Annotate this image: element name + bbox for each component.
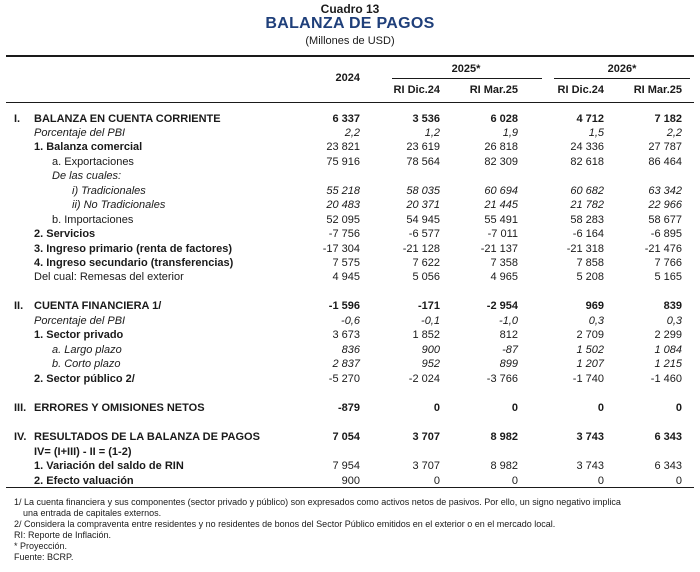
row-value-col-1: 52 095 [326, 214, 360, 226]
page-title: BALANZA DE PAGOS [265, 15, 435, 32]
row-value-col-2: 20 371 [406, 199, 440, 211]
row-value-col-4: 3 743 [576, 460, 604, 472]
table-row [0, 256, 700, 270]
row-value-col-2: 0 [433, 475, 440, 487]
table-row [0, 474, 700, 488]
row-value-col-3: 82 309 [484, 156, 518, 168]
row-value-col-3: -3 766 [486, 373, 518, 385]
row-value-col-4: 2 709 [576, 329, 604, 341]
row-value-col-1: 2 837 [332, 358, 360, 370]
row-value-col-3: -2 954 [486, 300, 518, 312]
row-value-col-3: -1,0 [499, 315, 518, 327]
column-ri-dic24-2025: RI Dic.24 [393, 84, 440, 96]
row-value-col-5: 839 [663, 300, 682, 312]
row-value-col-3: 21 445 [484, 199, 518, 211]
column-ri-mar25-2025: RI Mar.25 [469, 84, 518, 96]
row-value-col-2: 1 852 [412, 329, 440, 341]
row-label: 2. Servicios [34, 228, 96, 240]
row-value-col-4: 0,3 [588, 315, 604, 327]
row-label: CUENTA FINANCIERA 1/ [34, 300, 162, 312]
table-row [0, 140, 700, 154]
row-label: BALANZA EN CUENTA CORRIENTE [34, 113, 221, 125]
row-value-col-2: -6 577 [408, 228, 440, 240]
table-row [0, 270, 700, 284]
row-value-col-5: 6 343 [654, 431, 682, 443]
row-label: Porcentaje del PBI [34, 127, 126, 139]
row-value-col-3: 26 818 [484, 141, 518, 153]
row-value-col-2: 952 [421, 358, 440, 370]
row-value-col-2: -21 128 [402, 243, 440, 255]
row-value-col-5: -6 895 [650, 228, 682, 240]
table-row [0, 314, 700, 328]
group-2025: 2025* [451, 63, 481, 75]
row-value-col-1: 23 821 [326, 141, 360, 153]
header-rule [6, 102, 694, 103]
row-value-col-1: -5 270 [328, 373, 360, 385]
row-value-col-5: 86 464 [648, 156, 682, 168]
row-value-col-5: -21 476 [644, 243, 682, 255]
footnote-source: Fuente: BCRP. [14, 552, 74, 562]
row-value-col-1: -7 756 [328, 228, 360, 240]
row-label: ii) No Tradicionales [72, 199, 166, 211]
row-section-number: I. [14, 113, 21, 125]
top-rule [6, 55, 694, 57]
row-label: 1. Variación del saldo de RIN [34, 460, 184, 472]
row-value-col-3: 7 358 [490, 257, 518, 269]
row-value-col-5: 58 677 [648, 214, 682, 226]
row-label: De las cuales: [52, 170, 122, 182]
row-value-col-3: 1,9 [502, 127, 518, 139]
row-value-col-4: 1,5 [588, 127, 604, 139]
row-value-col-2: 3 536 [412, 113, 440, 125]
row-label: Porcentaje del PBI [34, 315, 126, 327]
row-value-col-4: -1 740 [572, 373, 604, 385]
row-value-col-1: 20 483 [326, 199, 360, 211]
table-row [0, 430, 700, 444]
row-value-col-4: 7 858 [576, 257, 604, 269]
row-value-col-2: 3 707 [412, 431, 440, 443]
row-value-col-5: 0,3 [666, 315, 682, 327]
row-value-col-1: -1 596 [328, 300, 360, 312]
row-value-col-2: -171 [417, 300, 440, 312]
row-value-col-5: 27 787 [648, 141, 682, 153]
row-section-number: III. [14, 402, 27, 414]
table-row [0, 155, 700, 169]
footnote-1-cont: una entrada de capitales externos. [23, 508, 162, 518]
row-value-col-5: 1 084 [654, 344, 682, 356]
row-value-col-1: 836 [341, 344, 360, 356]
row-value-col-1: 900 [341, 475, 360, 487]
row-value-col-2: -0,1 [421, 315, 440, 327]
row-value-col-5: 63 342 [648, 185, 682, 197]
table-row [0, 299, 700, 313]
row-value-col-4: 58 283 [570, 214, 604, 226]
row-value-col-3: 8 982 [490, 460, 518, 472]
group-2026-rule [554, 78, 690, 79]
row-label: i) Tradicionales [72, 185, 146, 197]
row-value-col-4: 0 [597, 475, 604, 487]
row-value-col-3: 0 [511, 402, 518, 414]
row-value-col-4: 4 712 [576, 113, 604, 125]
row-value-col-3: 55 491 [484, 214, 518, 226]
row-value-col-2: 58 035 [406, 185, 440, 197]
row-value-col-5: 7 766 [654, 257, 682, 269]
row-label: ERRORES Y OMISIONES NETOS [34, 402, 205, 414]
table-row [0, 169, 700, 183]
row-label: RESULTADOS DE LA BALANZA DE PAGOS [34, 431, 260, 443]
table-row [0, 213, 700, 227]
row-value-col-3: -87 [502, 344, 518, 356]
row-value-col-2: 900 [421, 344, 440, 356]
footnote-projection: * Proyección. [14, 541, 68, 551]
row-label: 3. Ingreso primario (renta de factores) [34, 243, 233, 255]
table-row [0, 445, 700, 459]
row-value-col-3: 60 694 [484, 185, 518, 197]
table-row [0, 401, 700, 415]
row-value-col-1: 75 916 [326, 156, 360, 168]
row-value-col-1: 55 218 [326, 185, 360, 197]
row-value-col-1: 6 337 [332, 113, 360, 125]
row-value-col-4: 1 502 [576, 344, 604, 356]
row-value-col-4: 1 207 [576, 358, 604, 370]
table-number: Cuadro 13 [320, 2, 380, 16]
row-label: 1. Balanza comercial [34, 141, 143, 153]
group-2026: 2026* [607, 63, 637, 75]
row-value-col-1: 7 575 [332, 257, 360, 269]
row-value-col-1: -879 [337, 402, 360, 414]
row-value-col-1: 2,2 [344, 127, 360, 139]
row-value-col-5: 22 966 [648, 199, 682, 211]
row-value-col-2: 23 619 [406, 141, 440, 153]
row-value-col-4: -6 164 [572, 228, 604, 240]
row-value-col-2: 3 707 [412, 460, 440, 472]
table-row [0, 112, 700, 126]
column-2024: 2024 [335, 72, 360, 84]
footnote-1: 1/ La cuenta financiera y sus componentes (sector privado y público) son expresados como activos netos de pasivos. Por ello, un signo negativo implica [14, 497, 621, 507]
row-value-col-4: 24 336 [570, 141, 604, 153]
group-2025-rule [392, 78, 542, 79]
row-label: 2. Efecto valuación [34, 475, 134, 487]
table-row [0, 372, 700, 386]
row-value-col-4: 3 743 [576, 431, 604, 443]
row-label: Del cual: Remesas del exterior [34, 271, 184, 283]
row-value-col-3: 0 [511, 475, 518, 487]
row-value-col-5: 7 182 [654, 113, 682, 125]
row-value-col-5: 2,2 [666, 127, 682, 139]
table-row [0, 242, 700, 256]
row-value-col-4: 5 208 [576, 271, 604, 283]
row-value-col-3: 812 [499, 329, 518, 341]
footnotes [14, 497, 690, 563]
row-value-col-1: -17 304 [322, 243, 360, 255]
row-value-col-5: 0 [675, 402, 682, 414]
row-value-col-3: -7 011 [487, 228, 518, 240]
row-value-col-4: -21 318 [566, 243, 604, 255]
table-row [0, 126, 700, 140]
row-value-col-3: 4 965 [490, 271, 518, 283]
column-ri-dic24-2026: RI Dic.24 [557, 84, 604, 96]
row-label: b. Corto plazo [52, 358, 121, 370]
row-value-col-2: 78 564 [406, 156, 440, 168]
row-label: 4. Ingreso secundario (transferencias) [34, 257, 234, 269]
row-label: 2. Sector público 2/ [34, 373, 135, 385]
row-value-col-2: 54 945 [406, 214, 440, 226]
table-row [0, 357, 700, 371]
column-ri-mar25-2026: RI Mar.25 [633, 84, 682, 96]
table-row [0, 227, 700, 241]
row-value-col-5: 2 299 [654, 329, 682, 341]
table-row [0, 343, 700, 357]
row-value-col-4: 0 [597, 402, 604, 414]
row-value-col-1: 4 945 [332, 271, 360, 283]
row-value-col-1: -0,6 [341, 315, 360, 327]
row-value-col-5: 6 343 [654, 460, 682, 472]
row-label: IV= (I+III) - II = (1-2) [34, 446, 132, 458]
row-value-col-3: -21 137 [480, 243, 518, 255]
row-value-col-5: 5 165 [654, 271, 682, 283]
row-value-col-2: 1,2 [424, 127, 440, 139]
row-value-col-2: 0 [433, 402, 440, 414]
units-subtitle: (Millones de USD) [305, 35, 395, 47]
row-value-col-2: -2 024 [408, 373, 440, 385]
row-value-col-4: 21 782 [570, 199, 604, 211]
row-label: b. Importaciones [52, 214, 134, 226]
row-section-number: IV. [14, 431, 27, 443]
row-value-col-1: 7 054 [332, 431, 360, 443]
footnote-2: 2/ Considera la compraventa entre residentes y no residentes de bonos del Sector Público emitidos en el exterior o en el mercado local. [14, 519, 556, 529]
row-value-col-3: 899 [499, 358, 518, 370]
table-row [0, 198, 700, 212]
bottom-rule [6, 487, 694, 488]
row-label: 1. Sector privado [34, 329, 124, 341]
row-value-col-3: 8 982 [490, 431, 518, 443]
row-value-col-5: 1 215 [654, 358, 682, 370]
row-value-col-4: 60 682 [570, 185, 604, 197]
row-value-col-5: -1 460 [650, 373, 682, 385]
row-label: a. Exportaciones [52, 156, 134, 168]
table-row [0, 459, 700, 473]
row-value-col-2: 7 622 [412, 257, 440, 269]
row-value-col-1: 7 954 [332, 460, 360, 472]
table-row [0, 328, 700, 342]
row-value-col-3: 6 028 [490, 113, 518, 125]
table-row [0, 184, 700, 198]
row-value-col-2: 5 056 [412, 271, 440, 283]
row-value-col-5: 0 [675, 475, 682, 487]
footnote-ri: RI: Reporte de Inflación. [14, 530, 112, 540]
row-value-col-4: 969 [585, 300, 604, 312]
row-section-number: II. [14, 300, 24, 312]
row-value-col-1: 3 673 [332, 329, 360, 341]
row-label: a. Largo plazo [52, 344, 122, 356]
row-value-col-4: 82 618 [570, 156, 604, 168]
